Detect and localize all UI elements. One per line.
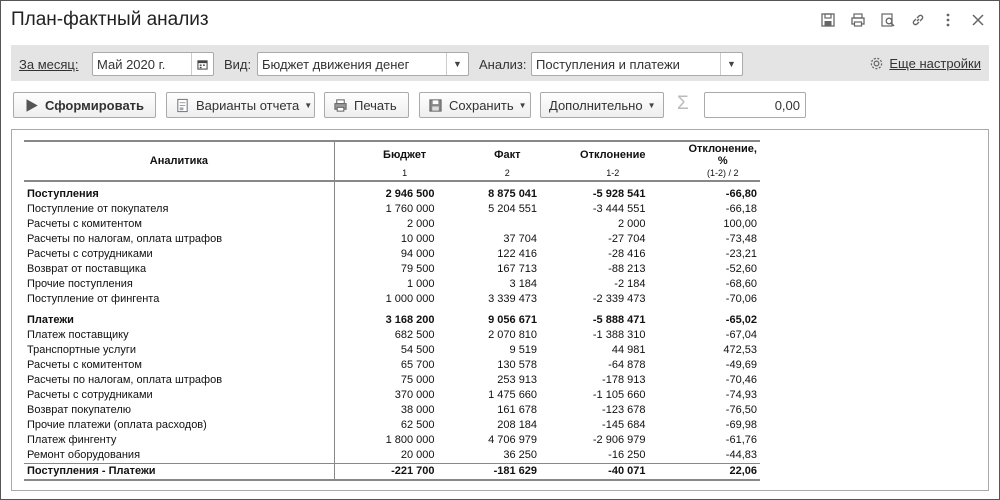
chevron-down-icon: ▼: [647, 100, 656, 110]
generate-button[interactable]: [13, 92, 156, 118]
row-deviation-pct: -70,06: [725, 293, 757, 305]
row-deviation: -88 213: [608, 263, 646, 275]
row-deviation-pct: -23,21: [725, 248, 757, 260]
play-icon: [24, 98, 39, 113]
view-value: Бюджет движения денег: [262, 57, 410, 72]
row-name: Транспортные услуги: [24, 343, 334, 358]
row-name: Расчеты с сотрудниками: [24, 247, 334, 262]
header-deviation-pct-sub: (1-2) / 2: [706, 168, 739, 178]
chevron-down-icon[interactable]: ▼: [446, 53, 468, 75]
row-fact: 122 416: [497, 248, 538, 260]
row-name: Расчеты с комитентом: [24, 217, 334, 232]
row-fact: 8 875 041: [488, 188, 538, 200]
row-deviation: -1 388 310: [592, 329, 646, 341]
row-budget: 3 168 200: [385, 314, 435, 326]
header-budget-sub: 1: [402, 168, 408, 178]
row-deviation: -28 416: [608, 248, 646, 260]
row-deviation-pct: 22,06: [648, 464, 760, 481]
row-budget: 1 000 000: [385, 293, 435, 305]
row-budget: 10 000: [400, 233, 435, 245]
row-budget: 682 500: [394, 329, 435, 341]
report-variants-button[interactable]: [166, 92, 315, 118]
analysis-select[interactable]: [531, 52, 743, 76]
table-row[interactable]: [24, 202, 760, 217]
table-row[interactable]: [24, 292, 760, 307]
print-label: Печать: [354, 97, 397, 113]
print-button[interactable]: [324, 92, 409, 118]
table-row[interactable]: [24, 343, 760, 358]
more-settings-button[interactable]: [869, 56, 981, 71]
row-deviation-pct: -61,76: [725, 434, 757, 446]
sigma-icon: Σ: [677, 93, 689, 114]
row-deviation-pct: -49,69: [725, 359, 757, 371]
analysis-value: Поступления и платежи: [536, 57, 680, 72]
row-name: Поступление от фингента: [24, 292, 334, 307]
save-button[interactable]: [419, 92, 531, 118]
generate-label: Сформировать: [45, 97, 145, 113]
more-menu-icon[interactable]: [939, 11, 957, 29]
save-icon[interactable]: [819, 11, 837, 29]
row-name: Расчеты по налогам, оплата штрафов: [24, 373, 334, 388]
row-deviation-pct: -70,46: [725, 374, 757, 386]
header-deviation-pct: Отклонение, %: [688, 143, 757, 167]
row-deviation: -16 250: [608, 449, 646, 461]
row-budget: 75 000: [400, 374, 435, 386]
sum-value: 0,00: [774, 98, 800, 113]
row-deviation-pct: -65,02: [725, 314, 757, 326]
row-budget: 2 000: [406, 218, 435, 230]
month-period-link[interactable]: За месяц:: [19, 57, 79, 72]
row-name: Возврат от поставщика: [24, 262, 334, 277]
row-budget: -221 700: [334, 464, 437, 481]
row-deviation: -5 888 471: [592, 314, 646, 326]
row-fact: 1 475 660: [488, 389, 538, 401]
chevron-down-icon[interactable]: ▼: [720, 53, 742, 75]
header-fact-sub: 2: [504, 168, 510, 178]
header-deviation-sub: 1-2: [606, 168, 620, 178]
gear-icon: [869, 56, 884, 71]
row-budget: 1 000: [406, 278, 435, 290]
row-deviation: -1 105 660: [592, 389, 646, 401]
chevron-down-icon: ▼: [304, 100, 313, 110]
report-variants-label: Варианты отчета: [196, 97, 300, 113]
row-budget: 1 800 000: [385, 434, 435, 446]
row-deviation: -3 444 551: [592, 203, 646, 215]
table-row[interactable]: [24, 277, 760, 292]
table-row[interactable]: [24, 247, 760, 262]
row-deviation-pct: -74,93: [725, 389, 757, 401]
month-value: Май 2020 г.: [97, 57, 166, 72]
save-label: Сохранить: [449, 97, 514, 113]
row-fact: 4 706 979: [488, 434, 538, 446]
row-name: Расчеты с комитентом: [24, 358, 334, 373]
toolbar: [13, 92, 989, 118]
row-deviation: -145 684: [602, 419, 646, 431]
view-select[interactable]: [257, 52, 469, 76]
row-fact: -181 629: [438, 464, 541, 481]
row-name: Поступление от покупателя: [24, 202, 334, 217]
row-name: Платеж фингенту: [24, 433, 334, 448]
row-name: Платеж поставщику: [24, 328, 334, 343]
table-row[interactable]: [24, 403, 760, 418]
row-fact: 5 204 551: [488, 203, 538, 215]
row-budget: 1 760 000: [385, 203, 435, 215]
row-budget: 370 000: [394, 389, 435, 401]
table-row[interactable]: [24, 373, 760, 388]
table-row[interactable]: [24, 232, 760, 247]
row-fact: 2 070 810: [488, 329, 538, 341]
preview-icon[interactable]: [879, 11, 897, 29]
row-fact: 37 704: [503, 233, 538, 245]
row-name: Платежи: [24, 313, 334, 328]
floppy-icon: [428, 98, 443, 113]
row-budget: 20 000: [400, 449, 435, 461]
row-deviation: -5 928 541: [592, 188, 646, 200]
header-budget: Бюджет: [383, 149, 427, 161]
analysis-label: Анализ:: [479, 57, 527, 72]
table-row[interactable]: [24, 433, 760, 448]
row-deviation: -40 071: [540, 464, 648, 481]
link-icon[interactable]: [909, 11, 927, 29]
row-name: Прочие платежи (оплата расходов): [24, 418, 334, 433]
row-budget: 65 700: [400, 359, 435, 371]
row-deviation-pct: -68,60: [725, 278, 757, 290]
row-deviation-pct: -67,04: [725, 329, 757, 341]
table-row[interactable]: [24, 262, 760, 277]
close-icon[interactable]: [969, 11, 987, 29]
more-actions-button[interactable]: [540, 92, 664, 118]
month-field[interactable]: [92, 52, 214, 76]
header-analytics: Аналитика: [24, 141, 334, 181]
row-deviation-pct: 472,53: [723, 344, 757, 356]
row-deviation: -2 339 473: [592, 293, 646, 305]
title-icons: [819, 11, 987, 29]
row-fact: 3 339 473: [488, 293, 538, 305]
row-fact: 36 250: [503, 449, 538, 461]
row-deviation: -2 906 979: [592, 434, 646, 446]
row-budget: 62 500: [400, 419, 435, 431]
row-deviation: 44 981: [611, 344, 646, 356]
row-fact: 161 678: [497, 404, 538, 416]
print-icon[interactable]: [849, 11, 867, 29]
row-deviation-pct: -73,48: [725, 233, 757, 245]
more-settings-label: Еще настройки: [889, 56, 981, 71]
row-budget: 54 500: [400, 344, 435, 356]
table-row[interactable]: [24, 358, 760, 373]
sum-field[interactable]: [704, 92, 806, 118]
section-row-payments[interactable]: [24, 313, 760, 328]
row-deviation-pct: -66,18: [725, 203, 757, 215]
row-deviation-pct: -76,50: [725, 404, 757, 416]
table-row[interactable]: [24, 448, 760, 464]
row-deviation: -64 878: [608, 359, 646, 371]
row-fact: 3 184: [509, 278, 538, 290]
title-bar: [1, 1, 999, 39]
report-table: [24, 140, 760, 481]
header-fact: Факт: [494, 149, 521, 161]
row-fact: 253 913: [497, 374, 538, 386]
row-name: Поступления: [24, 187, 334, 202]
row-fact: 9 056 671: [488, 314, 538, 326]
more-actions-label: Дополнительно: [549, 97, 643, 113]
row-deviation-pct: -66,80: [725, 188, 757, 200]
row-budget: 2 946 500: [385, 188, 435, 200]
section-row-receipts[interactable]: [24, 187, 760, 202]
table-row[interactable]: [24, 217, 760, 232]
page-title: План-фактный анализ: [11, 9, 209, 30]
filter-bar: [11, 45, 989, 81]
row-deviation: -2 184: [614, 278, 646, 290]
row-name: Ремонт оборудования: [24, 448, 334, 464]
row-fact: 130 578: [497, 359, 538, 371]
report-area[interactable]: [11, 129, 989, 491]
row-fact: 167 713: [497, 263, 538, 275]
row-deviation-pct: 100,00: [723, 218, 757, 230]
row-fact: 9 519: [509, 344, 538, 356]
row-deviation: -123 678: [602, 404, 646, 416]
row-deviation-pct: -69,98: [725, 419, 757, 431]
row-name: Поступления - Платежи: [24, 464, 334, 481]
row-budget: 38 000: [400, 404, 435, 416]
row-budget: 79 500: [400, 263, 435, 275]
print-icon: [333, 98, 348, 113]
table-row[interactable]: [24, 328, 760, 343]
row-deviation: -27 704: [608, 233, 646, 245]
row-deviation-pct: -44,83: [725, 449, 757, 461]
table-row[interactable]: [24, 418, 760, 433]
row-fact: 208 184: [497, 419, 538, 431]
row-deviation: -178 913: [602, 374, 646, 386]
row-deviation: 2 000: [617, 218, 646, 230]
row-fact: [438, 217, 541, 232]
row-name: Расчеты по налогам, оплата штрафов: [24, 232, 334, 247]
row-budget: 94 000: [400, 248, 435, 260]
chevron-down-icon: ▼: [518, 100, 527, 110]
total-row[interactable]: [24, 464, 760, 481]
row-deviation-pct: -52,60: [725, 263, 757, 275]
row-name: Прочие поступления: [24, 277, 334, 292]
table-row[interactable]: [24, 388, 760, 403]
calendar-icon[interactable]: [191, 53, 213, 75]
row-name: Возврат покупателю: [24, 403, 334, 418]
row-name: Расчеты с сотрудниками: [24, 388, 334, 403]
view-label: Вид:: [224, 57, 252, 72]
header-deviation: Отклонение: [580, 149, 646, 161]
report-variants-icon: [175, 98, 190, 113]
